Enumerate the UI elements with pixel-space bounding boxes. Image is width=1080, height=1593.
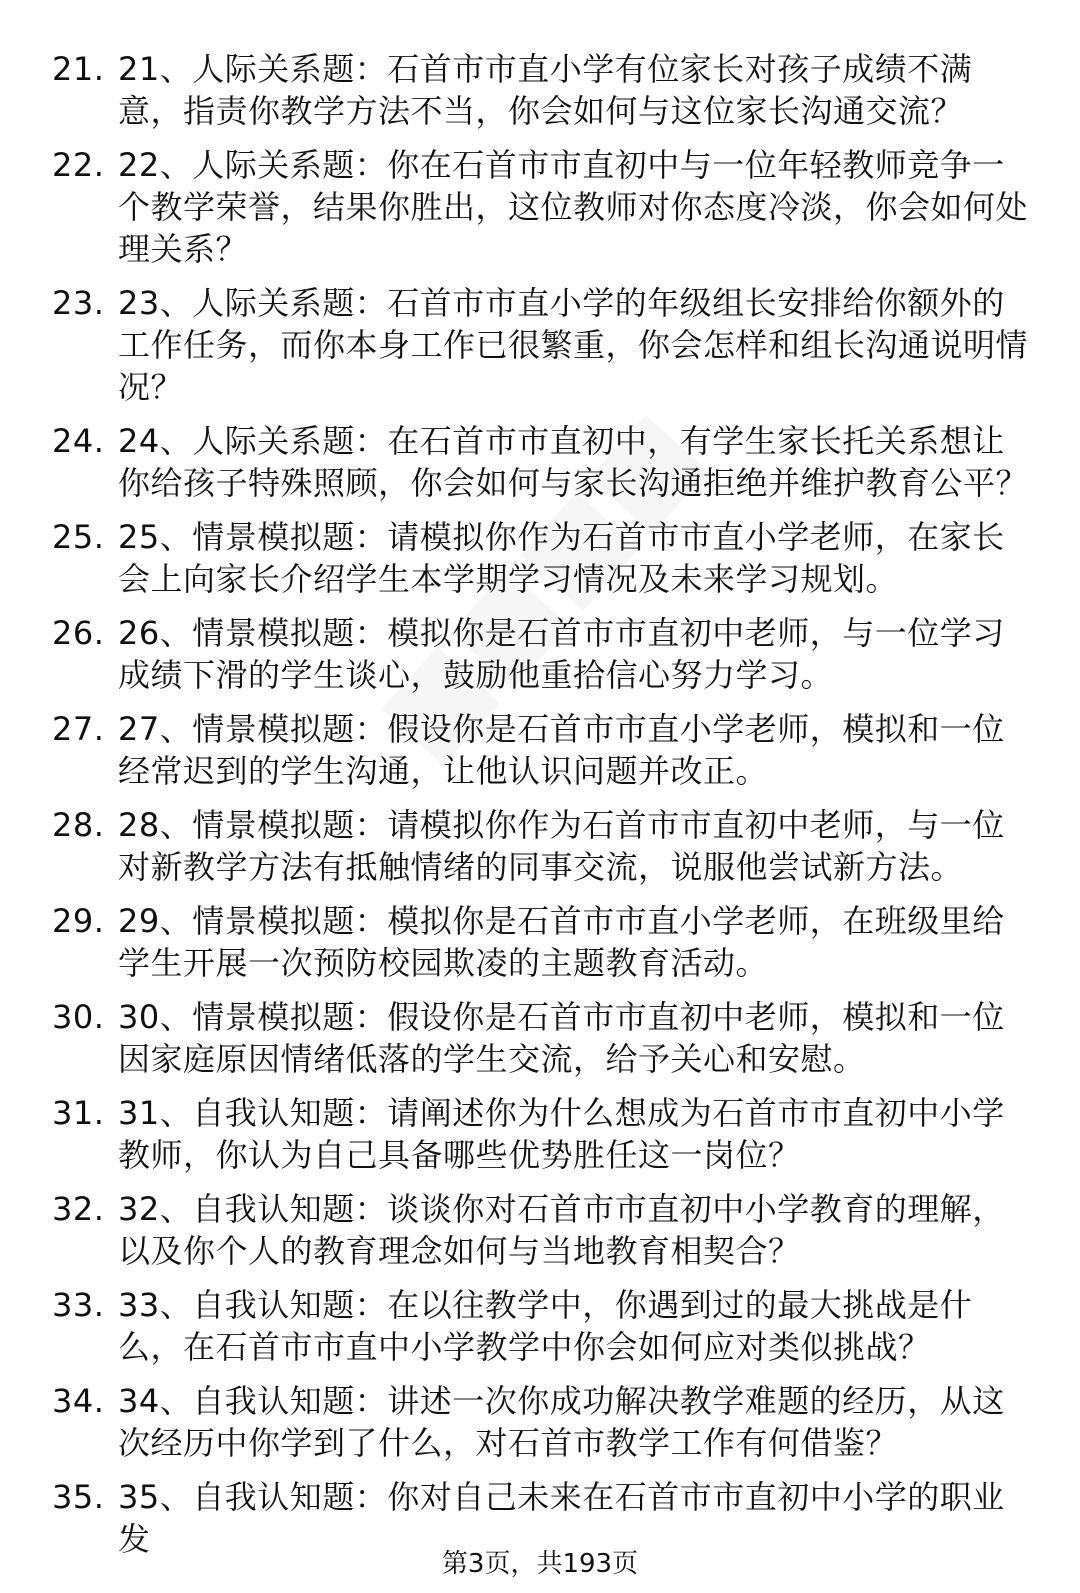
item-text: 27、情景模拟题：假设你是石首市市直小学老师，模拟和一位经常迟到的学生沟通，让他认识问题并改正。 (118, 710, 1005, 790)
list-item (0, 1092, 1080, 1176)
item-text: 31、自我认知题：请阐述你为什么想成为石首市市直初中小学教师，你认为自己具备哪些优势胜任这一岗位？ (118, 1094, 1005, 1174)
list-item (0, 48, 1080, 132)
item-number: 25. (52, 518, 105, 556)
list-item (0, 1188, 1080, 1272)
list-item (0, 804, 1080, 888)
item-number: 26. (52, 614, 105, 652)
item-text: 33、自我认知题：在以往教学中，你遇到过的最大挑战是什么，在石首市市直中小学教学中你会如何应对类似挑战？ (118, 1286, 973, 1366)
item-number: 35. (52, 1478, 105, 1516)
list-item (0, 612, 1080, 696)
item-text: 32、自我认知题：谈谈你对石首市市直初中小学教育的理解，以及你个人的教育理念如何与当地教育相契合？ (118, 1190, 1005, 1270)
list-item (0, 420, 1080, 504)
list-item (0, 144, 1080, 270)
item-number: 32. (52, 1190, 105, 1228)
item-number: 28. (52, 806, 105, 844)
item-text: 21、人际关系题：石首市市直小学有位家长对孩子成绩不满意，指责你教学方法不当，你会如何与这位家长沟通交流？ (118, 50, 973, 130)
list-item (0, 516, 1080, 600)
list-item (0, 1284, 1080, 1368)
list-item (0, 282, 1080, 408)
list-item (0, 1380, 1080, 1464)
item-text: 22、人际关系题：你在石首市市直初中与一位年轻教师竞争一个教学荣誉，结果你胜出，这位教师对你态度冷淡，你会如何处理关系？ (118, 146, 1029, 268)
item-number: 24. (52, 422, 105, 460)
item-number: 23. (52, 284, 105, 322)
item-text: 23、人际关系题：石首市市直小学的年级组长安排给你额外的工作任务，而你本身工作已很繁重，你会怎样和组长沟通说明情况？ (118, 284, 1029, 406)
item-text: 28、情景模拟题：请模拟你作为石首市市直初中老师，与一位对新教学方法有抵触情绪的同事交流，说服他尝试新方法。 (118, 806, 1005, 886)
item-text: 34、自我认知题：讲述一次你成功解决教学难题的经历，从这次经历中你学到了什么，对石首市教学工作有何借鉴？ (118, 1382, 1005, 1462)
item-number: 29. (52, 902, 105, 940)
item-number: 34. (52, 1382, 105, 1420)
item-number: 31. (52, 1094, 105, 1132)
question-list (0, 48, 1080, 1572)
item-number: 30. (52, 998, 105, 1036)
item-number: 21. (52, 50, 105, 88)
item-text: 29、情景模拟题：模拟你是石首市市直小学老师，在班级里给学生开展一次预防校园欺凌的主题教育活动。 (118, 902, 1005, 982)
item-number: 27. (52, 710, 105, 748)
item-number: 22. (52, 146, 105, 184)
list-item (0, 708, 1080, 792)
page-footer: 第3页，共193页 (441, 1549, 639, 1579)
item-number: 33. (52, 1286, 105, 1324)
list-item (0, 900, 1080, 984)
item-text: 24、人际关系题：在石首市市直初中，有学生家长托关系想让你给孩子特殊照顾，你会如何与家长沟通拒绝并维护教育公平？ (118, 422, 1029, 502)
item-text: 30、情景模拟题：假设你是石首市市直初中老师，模拟和一位因家庭原因情绪低落的学生交流，给予关心和安慰。 (118, 998, 1005, 1078)
list-item (0, 996, 1080, 1080)
item-text: 25、情景模拟题：请模拟你作为石首市市直小学老师，在家长会上向家长介绍学生本学期学习情况及未来学习规划。 (118, 518, 1005, 598)
item-text: 26、情景模拟题：模拟你是石首市市直初中老师，与一位学习成绩下滑的学生谈心，鼓励他重拾信心努力学习。 (118, 614, 1005, 694)
item-text: 35、自我认知题：你对自己未来在石首市市直初中小学的职业发 (118, 1478, 1005, 1558)
